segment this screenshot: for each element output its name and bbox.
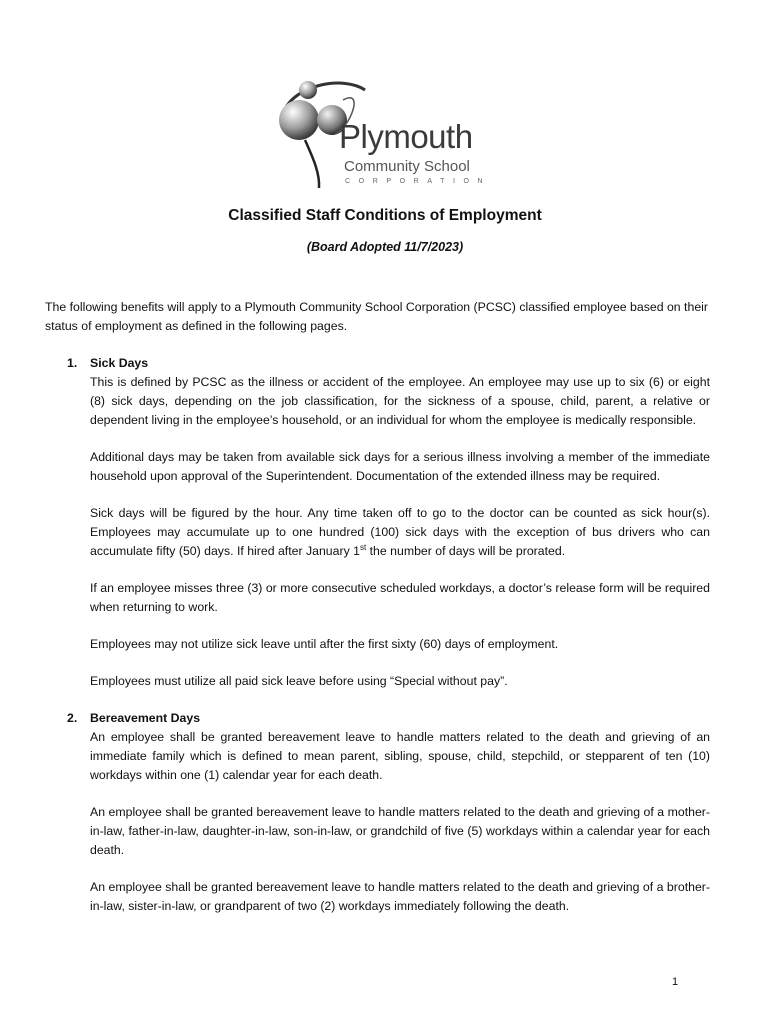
paragraph: An employee shall be granted bereavement leave to handle matters related to the death and grieving of an immediate family which is defined to mean parent, sibling, spouse, child, stepchild, or stepparent of ten (10) workdays within one (1) calendar year for each death. — [90, 730, 710, 782]
paragraph: An employee shall be granted bereavement leave to handle matters related to the death and grieving of a brother-in-law, sister-in-law, or grandparent of two (2) workdays immediately following the death. — [90, 880, 710, 913]
paragraph: If an employee misses three (3) or more consecutive scheduled workdays, a doctor’s release form will be required when returning to work. — [90, 581, 710, 614]
section-heading: Bereavement Days — [90, 711, 201, 725]
section-number: 2. — [67, 711, 78, 725]
paragraph: An employee shall be granted bereavement leave to handle matters related to the death and grieving of a mother-in-law, father-in-law, daughter-in-law, son-in-law, or grandchild of five (5) workdays within a calendar year for each death. — [90, 805, 710, 857]
intro-paragraph: The following benefits will apply to a Plymouth Community School Corporation (PCSC) classified employee based on their status of employment as defined in the following pages. — [45, 300, 708, 333]
paragraph: Employees must utilize all paid sick leave before using “Special without pay”. — [90, 674, 508, 688]
document-body — [45, 298, 710, 916]
logo-corporation: CORPORATION — [345, 178, 492, 185]
section-bereavement-days — [45, 709, 710, 916]
page-number: 1 — [672, 976, 679, 988]
section-sick-days — [45, 354, 710, 691]
school-logo — [275, 78, 492, 190]
paragraph-text: the number of days will be prorated. — [366, 544, 566, 558]
paragraph: Employees may not utilize sick leave until after the first sixty (60) days of employment. — [90, 637, 559, 651]
paragraph: This is defined by PCSC as the illness or accident of the employee. An employee may use up to six (6) or eight (8) sick days, depending on the job classification, for the sickness of a spouse, child, parent, a relative or dependent living in the employee’s household, or an individual for whom the employee is medically responsible. — [90, 375, 710, 427]
document-title: Classified Staff Conditions of Employment — [228, 207, 542, 224]
section-heading: Sick Days — [90, 356, 149, 370]
logo-name: Plymouth — [339, 118, 473, 155]
ordinal-superscript: st — [359, 542, 367, 552]
paragraph-text: Sick days will be figured by the hour. Any time taken off to go to the doctor can be counted as sick hour(s). Employees may accumulate up to one hundred (100) sick days with the exception of bus drivers who can accumulate fifty (50) days. If hired after January 1 — [90, 506, 710, 558]
section-number: 1. — [67, 356, 78, 370]
sick-hours-paragraph — [90, 504, 710, 561]
paragraph: Additional days may be taken from available sick days for a serious illness involving a member of the immediate household upon approval of the Superintendent. Documentation of the extended illness may be required. — [90, 450, 710, 483]
logo-subtitle: Community School — [344, 158, 470, 175]
document-subtitle: (Board Adopted 11/7/2023) — [306, 240, 464, 254]
